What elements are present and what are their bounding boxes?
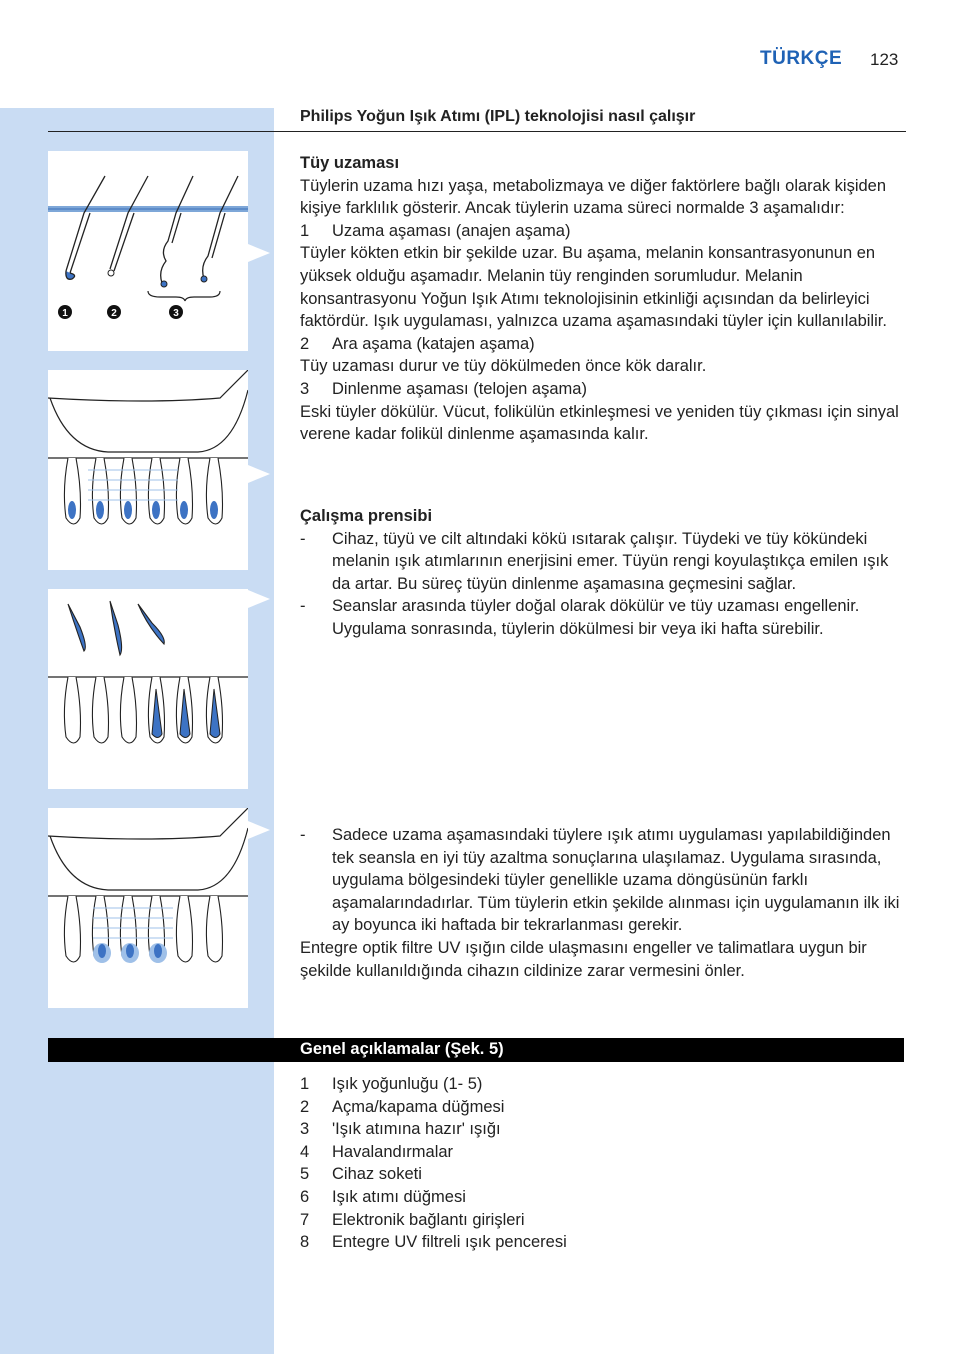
principle-bullet-3	[300, 824, 906, 937]
list-item-number: 4	[300, 1142, 310, 1161]
phase-3-number: 3	[300, 379, 310, 398]
figure-pointer	[248, 821, 270, 839]
bullet-marker: -	[300, 529, 306, 548]
figure-device-follicles	[48, 370, 248, 570]
general-description-bar	[48, 1038, 904, 1062]
phase-2	[300, 333, 906, 356]
stage-label-2: 2	[111, 308, 117, 319]
page-number: 123	[870, 50, 899, 69]
hair-shedding-illustration	[48, 589, 248, 789]
list-item-number: 6	[300, 1187, 310, 1206]
stage-label-1: 1	[62, 308, 68, 319]
hair-growth-heading: Tüy uzaması	[300, 154, 400, 172]
list-item-label: Işık yoğunluğu (1- 5)	[332, 1075, 483, 1093]
list-item-label: Cihaz soketi	[332, 1165, 422, 1184]
working-principle-heading: Çalışma prensibi	[300, 507, 433, 525]
list-item	[300, 1209, 906, 1232]
principle-bullet-1	[300, 528, 906, 596]
list-item	[300, 1073, 906, 1096]
phase-1	[300, 220, 906, 243]
principle-bullet-2	[300, 595, 906, 640]
list-item	[300, 1096, 906, 1119]
figure-pointer	[248, 465, 270, 483]
list-item-number: 7	[300, 1210, 310, 1229]
section-rule	[48, 131, 906, 132]
list-item	[300, 1186, 906, 1209]
repeat-section	[300, 824, 906, 982]
phase-2-label: Ara aşama (katajen aşama)	[332, 334, 535, 353]
list-item	[300, 1141, 906, 1164]
figure-device-repeat	[48, 808, 248, 1008]
phase-2-text: Tüy uzaması durur ve tüy dökülmeden önce kök daralır.	[300, 357, 707, 376]
hair-stages-illustration	[48, 151, 248, 351]
hair-growth-intro: Tüylerin uzama hızı yaşa, metabolizmaya ve diğer faktörlere bağlı olarak kişiden kişiye farklılık gösterir. Ancak tüylerin uzama süreci normalde 3 aşamalıdır:	[300, 176, 887, 218]
list-item-label: Elektronik bağlantı girişleri	[332, 1210, 525, 1229]
device-follicles-illustration	[48, 370, 248, 570]
list-item-label: 'Işık atımına hazır' ışığı	[332, 1120, 501, 1139]
figure-pointer	[248, 590, 270, 608]
phase-3-text: Eski tüyler dökülür. Vücut, folikülün etkinleşmesi ve yeniden tüy çıkması için sinyal verene kadar folikül dinlenme aşamasında kalır.	[300, 402, 899, 444]
list-item-number: 5	[300, 1165, 310, 1184]
parts-list	[300, 1073, 906, 1254]
phase-1-text: Tüyler kökten etkin bir şekilde uzar. Bu aşama, melanin konsantrasyonunun en yüksek olduğu aşamadır. Melanin tüy renginden sorumludur. Melanin konsantrasyonu Yoğun Işık Atımı teknolojisinin etkinliği açısından da belirleyici faktördür. Işık uygulaması, yalnızca uzama aşamasındaki tüyler için kullanılabilir.	[300, 244, 887, 331]
phase-1-label: Uzama aşaması (anajen aşama)	[332, 221, 571, 240]
list-item-label: Havalandırmalar	[332, 1142, 454, 1161]
bullet-marker: -	[300, 826, 306, 844]
stage-label-3: 3	[173, 308, 179, 319]
section-title: Philips Yoğun Işık Atımı (IPL) teknolojisi nasıl çalışır	[300, 108, 696, 125]
phase-1-number: 1	[300, 221, 310, 240]
list-item-label: Açma/kapama düğmesi	[332, 1097, 505, 1116]
list-item-number: 8	[300, 1233, 310, 1252]
figure-pointer	[248, 244, 270, 262]
language-label: TÜRKÇE	[760, 48, 843, 69]
uv-filter-text: Entegre optik filtre UV ışığın cilde ulaşmasını engeller ve talimatlara uygun bir şekilde kullanıldığında cihazın cildinize zarar vermesini önler.	[300, 938, 867, 980]
bullet-marker: -	[300, 597, 306, 616]
working-principle-section	[300, 505, 906, 641]
list-item-number: 3	[300, 1120, 310, 1139]
list-item-label: Işık atımı düğmesi	[332, 1187, 466, 1206]
principle-bullet-3-text: Sadece uzama aşamasındaki tüylere ışık atımı uygulaması yapılabildiğinden tek seansla en iyi tüy azaltma sonuçlarına ulaşılamaz. Uygulama sırasında, uygulama bölgesindeki tüyler genellikle uzama döngüsünün farklı aşamalarındadırlar. Tüm tüylerin etkin şekilde alınması için uygulamanın ilk iki ay boyunca iki haftada bir tekrarlanması gerekir.	[332, 826, 900, 935]
figure-hair-stages	[48, 151, 248, 351]
list-item	[300, 1231, 906, 1254]
phase-3	[300, 378, 906, 401]
phase-3-label: Dinlenme aşaması (telojen aşama)	[332, 379, 587, 398]
figure-hair-shedding	[48, 589, 248, 789]
list-item	[300, 1118, 906, 1141]
list-item	[300, 1163, 906, 1186]
principle-bullet-1-text: Cihaz, tüyü ve cilt altındaki kökü ısıtarak çalışır. Tüydeki ve tüy kökündeki melanin ışık atımlarının enerjisini emer. Tüyün rengi koyulaştıkça emilen ışık da artar. Bu süreç tüyün dinlenme aşamasına geçmesini sağlar.	[332, 529, 889, 593]
principle-bullet-2-text: Seanslar arasında tüyler doğal olarak dökülür ve tüy uzaması engellenir. Uygulama sonrasında, tüylerin dökülmesi bir veya iki hafta sürebilir.	[332, 597, 860, 638]
list-item-number: 2	[300, 1097, 310, 1116]
phase-2-number: 2	[300, 334, 310, 353]
general-description-title: Genel açıklamalar (Şek. 5)	[300, 1040, 504, 1058]
device-repeat-illustration	[48, 808, 248, 1008]
hair-growth-section	[300, 152, 906, 446]
list-item-label: Entegre UV filtreli ışık penceresi	[332, 1233, 567, 1252]
list-item-number: 1	[300, 1075, 310, 1093]
